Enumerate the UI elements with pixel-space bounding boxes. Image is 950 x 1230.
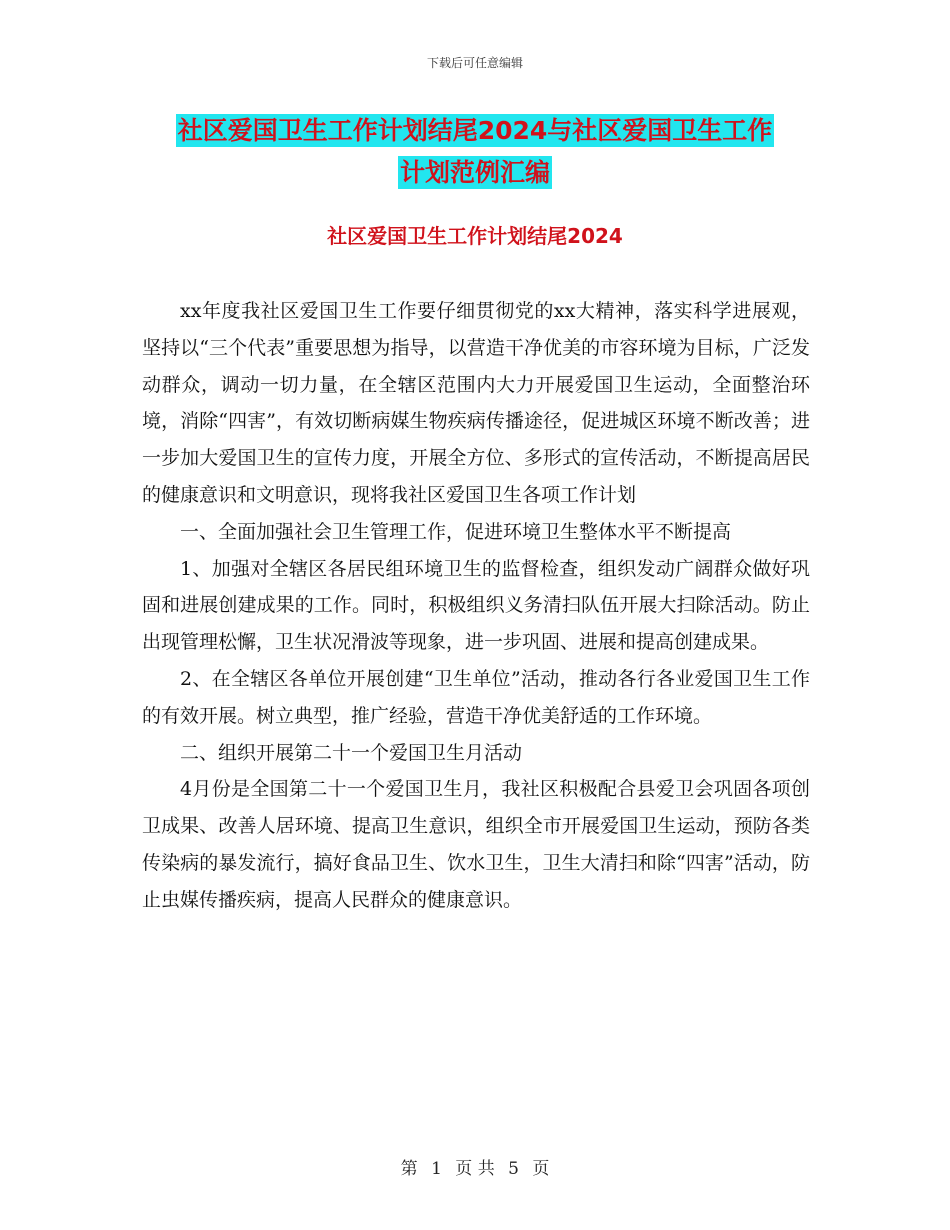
document-title: [140, 110, 810, 194]
document-title-line-2: 计划范例汇编: [399, 158, 550, 187]
paragraph: 4月份是全国第二十一个爱国卫生月，我社区积极配合县爱卫会巩固各项创卫成果、改善人居环境、提高卫生意识，组织全市开展爱国卫生运动，预防各类传染病的暴发流行，搞好食品卫生、饮水卫生，卫生大清扫和除“四害”活动，防止虫媒传播疾病，提高人民群众的健康意识。: [142, 778, 810, 911]
page-mid: 页 共: [455, 1159, 495, 1179]
page-total: 5: [508, 1159, 519, 1179]
page-prefix: 第: [400, 1159, 418, 1179]
paragraph: 二、组织开展第二十一个爱国卫生月活动: [180, 741, 523, 764]
paragraph: 一、全面加强社会卫生管理工作，促进环境卫生整体水平不断提高: [180, 520, 732, 543]
page-current: 1: [431, 1159, 442, 1179]
document-body: [142, 293, 810, 919]
page-suffix: 页: [532, 1159, 550, 1179]
paragraph: xx年度我社区爱国卫生工作要仔细贯彻党的xx大精神，落实科学进展观，坚持以“三个代表”重要思想为指导，以营造干净优美的市容环境为目标，广泛发动群众，调动一切力量，在全辖区范围内大力开展爱国卫生运动，全面整治环境，消除“四害”，有效切断病媒生物疾病传播途径，促进城区环境不断改善；进一步加大爱国卫生的宣传力度，开展全方位、多形式的宣传活动，不断提高居民的健康意识和文明意识，现将我社区爱国卫生各项工作计划: [142, 300, 810, 506]
document-title-line-1: 社区爱国卫生工作计划结尾2024与社区爱国卫生工作: [177, 116, 773, 145]
page-footer: [0, 1154, 950, 1179]
section-title: 社区爱国卫生工作计划结尾2024: [327, 224, 623, 248]
paragraph: 2、在全辖区各单位开展创建“卫生单位”活动，推动各行各业爱国卫生工作的有效开展。树立典型，推广经验，营造干净优美舒适的工作环境。: [142, 667, 810, 727]
header-note: 下载后可任意编辑: [426, 56, 523, 70]
paragraph: 1、加强对全辖区各居民组环境卫生的监督检查，组织发动广阔群众做好巩固和进展创建成果的工作。同时，积极组织义务清扫队伍开展大扫除活动。防止出现管理松懈，卫生状况滑波等现象，进一步巩固、进展和提高创建成果。: [142, 557, 810, 654]
